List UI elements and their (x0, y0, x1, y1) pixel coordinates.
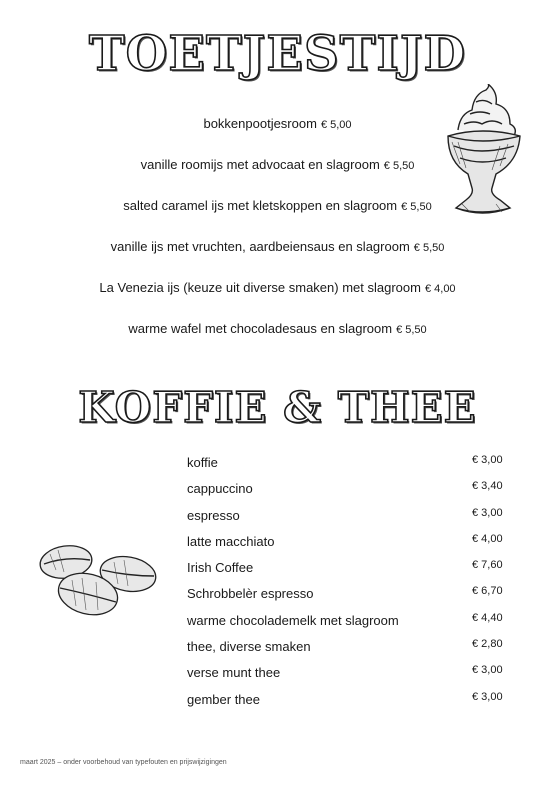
drink-item (187, 481, 507, 507)
dessert-name: La Venezia ijs (keuze uit diverse smaken) met slagroom (99, 280, 421, 295)
dessert-price: € 5,50 (401, 201, 432, 213)
drink-item (187, 613, 507, 639)
drink-name: espresso (187, 507, 240, 523)
drink-name: gember thee (187, 691, 260, 707)
dessert-item (0, 155, 555, 196)
dessert-price: € 5,50 (413, 242, 445, 254)
dessert-name: vanille ijs met vruchten, aardbeiensaus en slagroom (110, 239, 410, 254)
dessert-name: warme wafel met chocoladesaus en slagroom (128, 321, 393, 336)
drink-price: € 7,60 (472, 559, 503, 572)
dessert-list (0, 114, 555, 360)
dessert-name: vanille roomijs met advocaat en slagroom (140, 157, 380, 172)
drink-name: Irish Coffee (187, 560, 254, 576)
drinks-list (187, 455, 507, 718)
drink-price: € 3,40 (472, 480, 503, 493)
drink-item (187, 639, 507, 665)
drink-item (187, 692, 507, 718)
drink-item (187, 508, 507, 534)
dessert-price: € 5,50 (383, 160, 415, 172)
drink-name: koffie (187, 455, 218, 470)
drink-name: verse munt thee (187, 665, 281, 681)
dessert-price: € 5,50 (396, 324, 427, 336)
drink-price: € 6,70 (472, 585, 503, 598)
drink-item (187, 455, 507, 481)
dessert-name: bokkenpootjesroom (203, 116, 317, 131)
drink-item (187, 665, 507, 691)
drink-item (187, 534, 507, 560)
dessert-price: € 5,00 (320, 119, 352, 131)
drink-name: Schrobbelèr espresso (187, 586, 314, 602)
drink-name: cappuccino (187, 481, 253, 497)
drink-price: € 3,00 (472, 506, 503, 519)
drink-name: warme chocolademelk met slagroom (187, 612, 399, 628)
dessert-item (0, 196, 555, 237)
drink-item (187, 586, 507, 612)
dessert-item (0, 278, 555, 319)
drink-item (187, 560, 507, 586)
dessert-item (0, 237, 555, 278)
drink-price: € 4,00 (472, 532, 503, 545)
drink-name: thee, diverse smaken (187, 639, 311, 655)
drink-price: € 2,80 (472, 638, 503, 651)
dessert-name: salted caramel ijs met kletskoppen en slagroom (123, 198, 398, 213)
coffee-beans-icon (36, 540, 158, 620)
footer-note: maart 2025 – onder voorbehoud van typefouten en prijswijzigingen (20, 759, 227, 766)
drink-price: € 3,00 (472, 454, 503, 466)
drink-price: € 3,00 (472, 664, 503, 677)
drink-price: € 3,00 (472, 690, 503, 703)
drink-price: € 4,40 (472, 611, 503, 624)
title-drinks: KOFFIE & THEE (78, 383, 477, 432)
dessert-item (0, 114, 555, 155)
dessert-price: € 4,00 (424, 283, 456, 295)
dessert-item (0, 319, 555, 360)
title-desserts: TOETJESTIJD (88, 26, 467, 82)
drink-name: latte macchiato (187, 533, 275, 549)
